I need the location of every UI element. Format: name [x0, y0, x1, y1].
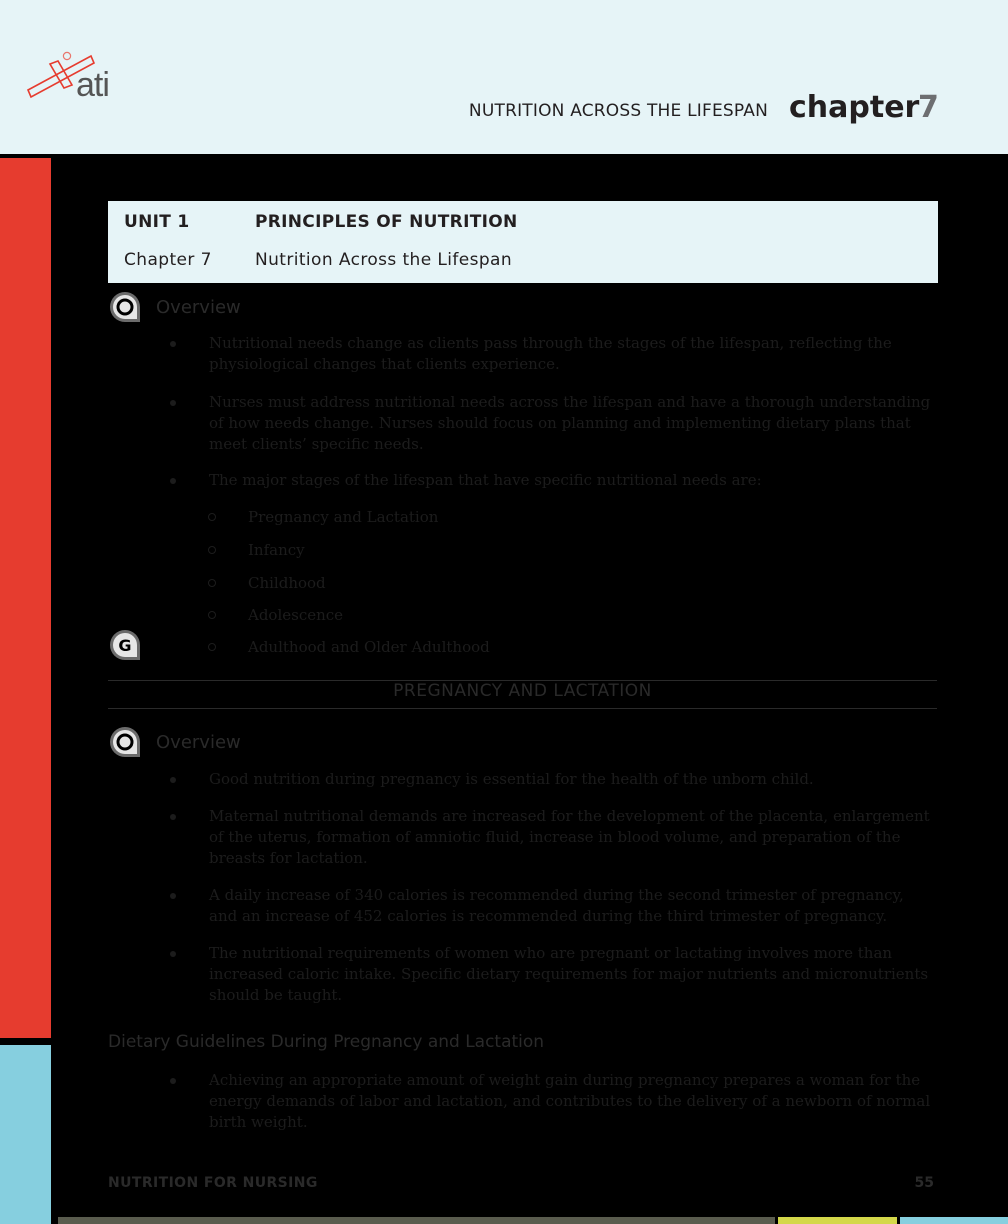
circle-bullet-icon [208, 643, 216, 651]
overview-icon [108, 725, 142, 759]
glossary-icon [108, 628, 142, 662]
bullet-icon [170, 478, 176, 484]
circle-bullet-icon [208, 611, 216, 619]
circle-bullet-icon [208, 513, 216, 521]
side-accent-red [0, 158, 51, 1038]
footer-bar-blue [900, 1217, 1008, 1224]
chapter-title: Nutrition Across the Lifespan [255, 250, 513, 270]
svg-text:G: G [118, 636, 132, 655]
bullet-icon [170, 893, 176, 899]
overview-heading: Overview [156, 297, 241, 318]
footer-book-title: NUTRITION FOR NURSING [108, 1175, 318, 1191]
unit-chapter-box [108, 201, 938, 283]
chapter-label-small: Chapter 7 [124, 250, 212, 270]
dietary-guidelines-heading: Dietary Guidelines During Pregnancy and Lactation [108, 1032, 545, 1052]
page-header [0, 0, 1008, 154]
bullet-icon [170, 341, 176, 347]
circle-bullet-icon [208, 579, 216, 587]
page-number: 55 [914, 1175, 934, 1191]
section-banner: PREGNANCY AND LACTATION [393, 681, 652, 701]
bullet-icon [170, 951, 176, 957]
bullet-icon [170, 814, 176, 820]
side-accent-blue [0, 1045, 51, 1224]
chapter-number: 7 [918, 90, 939, 125]
bullet-icon [170, 400, 176, 406]
footer-bar-gray [58, 1217, 775, 1224]
bullet-icon [170, 777, 176, 783]
ati-logo-text: ati [76, 66, 109, 104]
unit-title: PRINCIPLES OF NUTRITION [255, 212, 518, 232]
bullet-icon [170, 1078, 176, 1084]
overview-heading: Overview [156, 732, 241, 753]
overview-icon [108, 290, 142, 324]
chapter-label: chapter [789, 90, 920, 125]
running-title: NUTRITION ACROSS THE LIFESPAN [468, 101, 768, 121]
divider-bottom [108, 708, 937, 709]
footer-bar-yellow [778, 1217, 897, 1224]
unit-label: UNIT 1 [124, 212, 190, 232]
circle-bullet-icon [208, 546, 216, 554]
